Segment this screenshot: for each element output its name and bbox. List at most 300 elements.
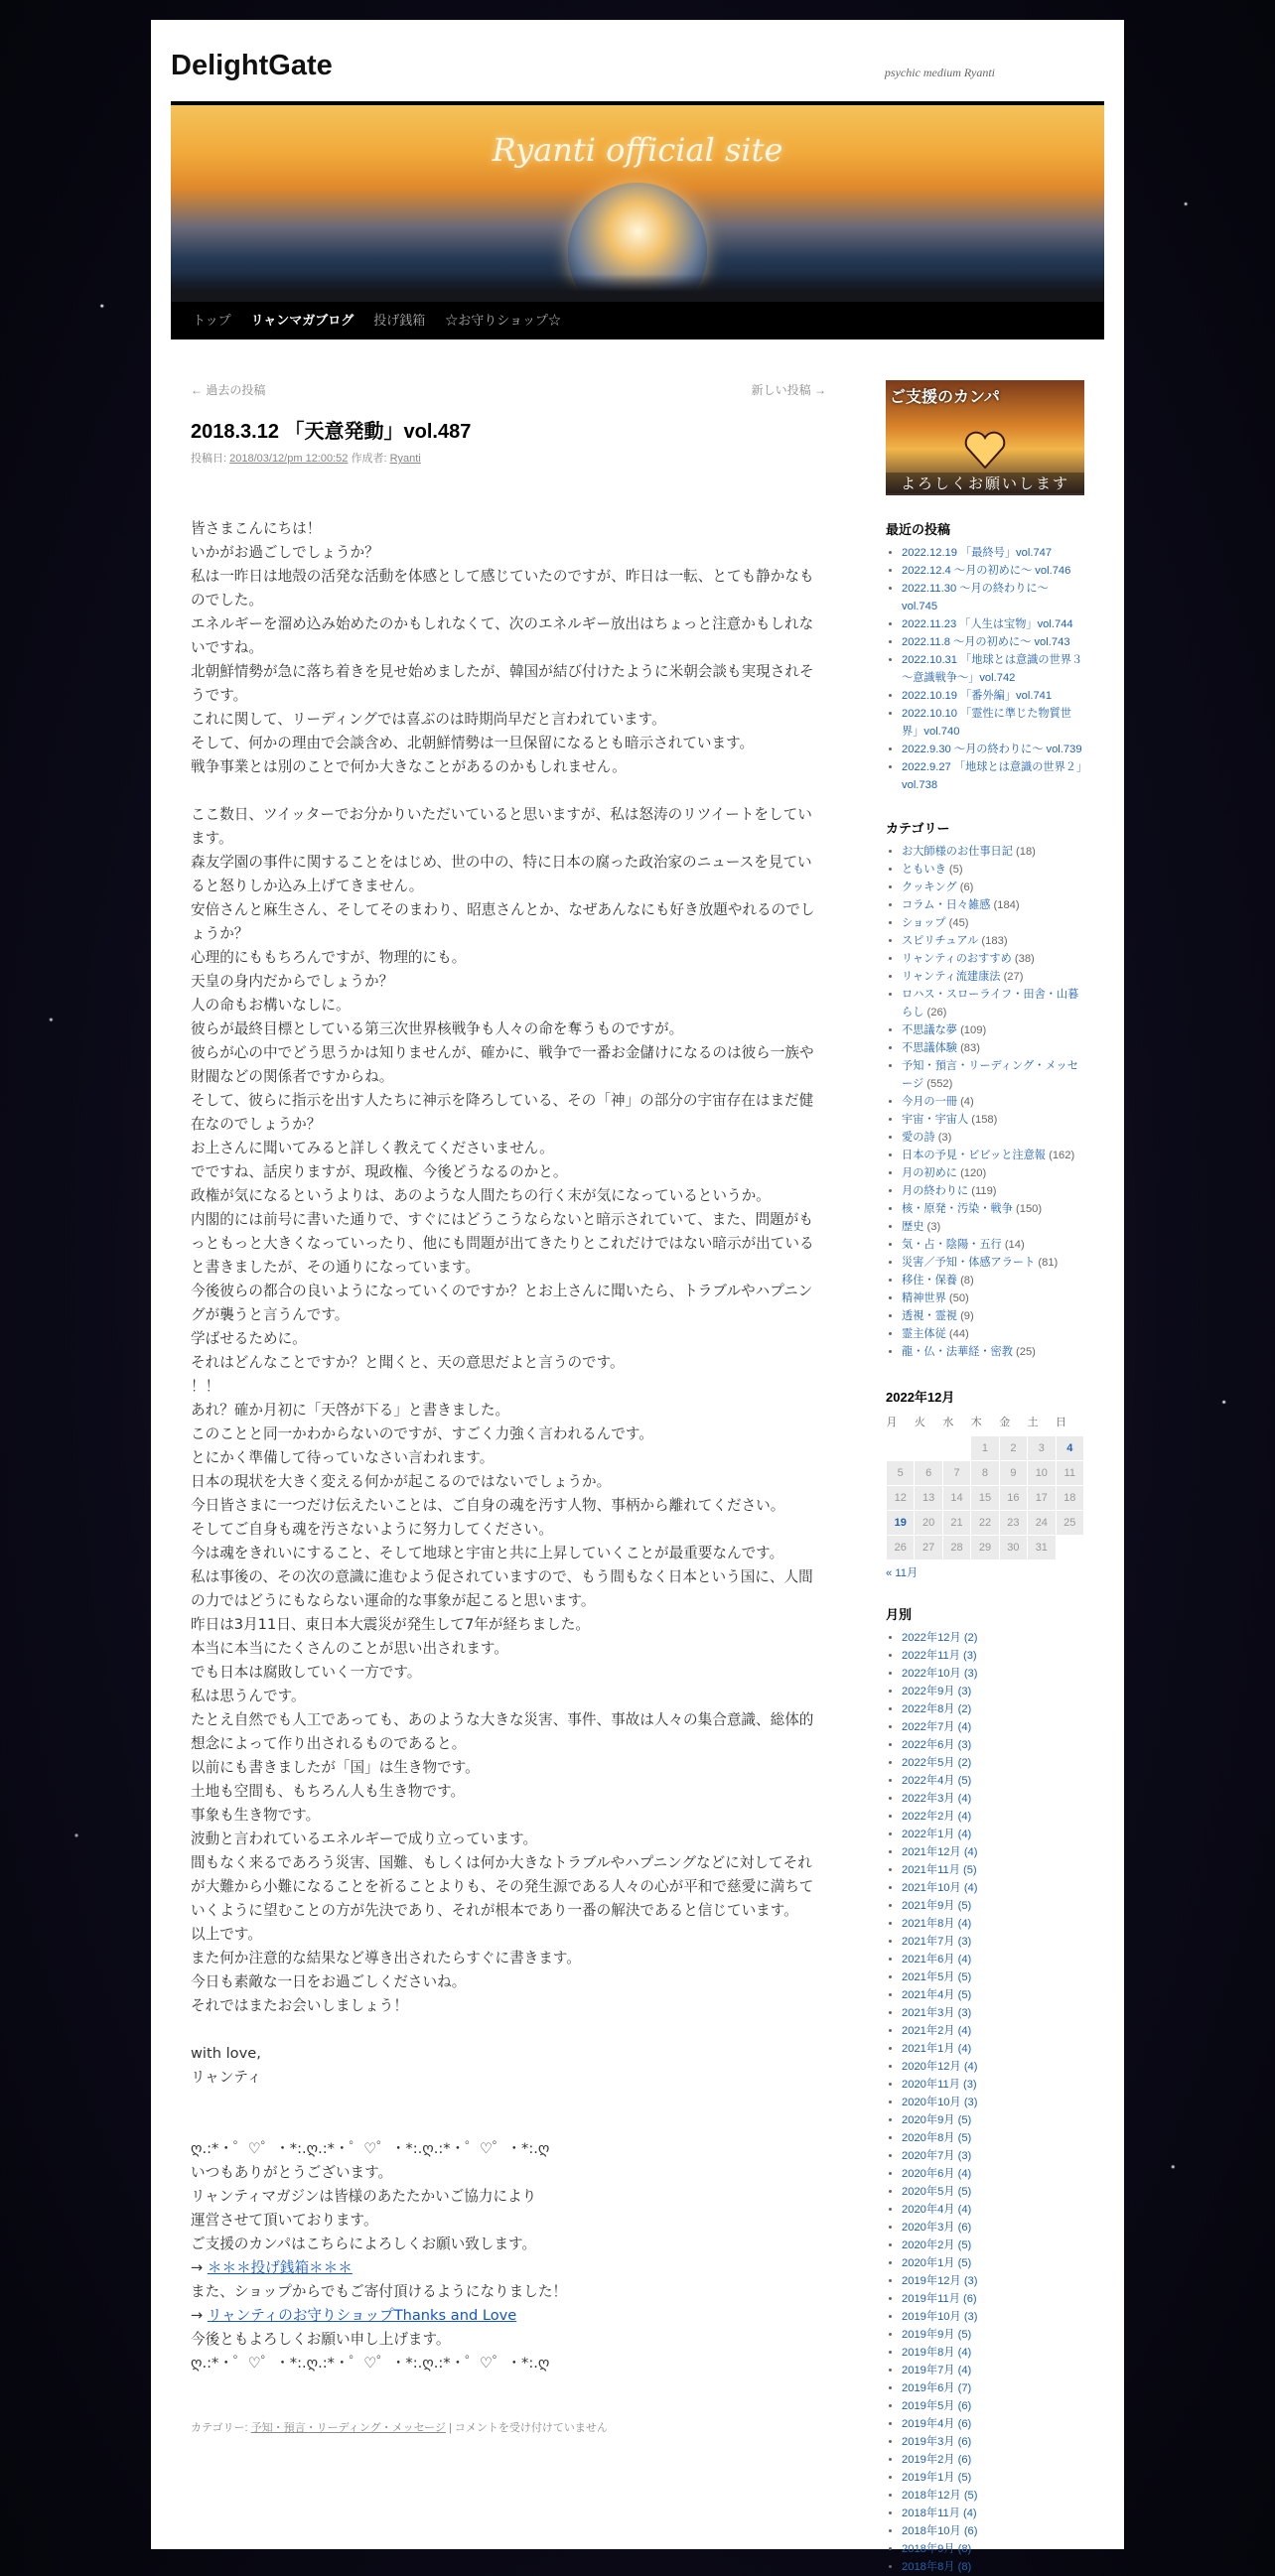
category-link[interactable]: 透視・霊視 (902, 1310, 957, 1322)
site-title[interactable]: DelightGate (171, 50, 333, 81)
calendar-day-link[interactable]: 4 (1056, 1436, 1083, 1461)
post-paragraph: 昨日は3月11日、東日本大震災が発生して7年が経ちました。 (191, 1616, 590, 1633)
recent-post-item (902, 580, 1084, 615)
paragraph-gap (191, 2018, 826, 2042)
archive-link[interactable]: 2021年8月 (4) (902, 1918, 972, 1930)
recent-posts-list (886, 544, 1084, 794)
category-item (902, 879, 1084, 896)
post-paragraph: 今後彼らの都合の良いようになっていくのですか？とお上さんに聞いたら、トラブルやハプニングが襲うと言うんです。 (191, 1283, 813, 1323)
archive-link[interactable]: 2020年3月 (6) (902, 2222, 972, 2234)
category-count: (44) (948, 1328, 969, 1340)
recent-post-link[interactable]: 2022.10.19 「番外編」vol.741 (902, 690, 1053, 702)
archive-item (902, 1951, 1084, 1968)
calendar-week (887, 1436, 1084, 1461)
archive-item (902, 2397, 1084, 2415)
archive-link[interactable]: 2022年12月 (2) (902, 1632, 978, 1644)
main-content (191, 377, 826, 2435)
calendar-weekday: 月 (886, 1417, 898, 1429)
calendar-weekday: 火 (914, 1417, 925, 1429)
next-post-link[interactable]: 新しい投稿 → (751, 383, 826, 397)
archive-item (902, 2558, 1084, 2576)
recent-post-item (902, 687, 1084, 705)
calendar-day: 2 (999, 1436, 1027, 1461)
category-link[interactable]: 月の初めに (902, 1167, 957, 1179)
archive-link[interactable]: 2019年8月 (4) (902, 2347, 972, 2359)
category-link[interactable]: 今月の一冊 (902, 1096, 957, 1108)
calendar-day (1056, 1536, 1083, 1560)
calendar-day-link[interactable]: 19 (887, 1511, 915, 1536)
post-paragraph: 私は思うんです。 (191, 1688, 306, 1704)
category-item (902, 932, 1084, 950)
category-link[interactable]: 予知・預言・リーディング・メッセージ (902, 1060, 1078, 1090)
calendar-week (887, 1511, 1084, 1536)
post-paragraph: ここ数日、ツイッターでお分かりいただいていると思いますが、私は怒涛のリツイートをしています。 (191, 806, 812, 847)
category-link[interactable]: ともいき (902, 864, 946, 876)
archive-item (902, 1861, 1084, 1879)
category-item (902, 1325, 1084, 1343)
recent-post-item (902, 651, 1084, 687)
category-item (902, 1236, 1084, 1254)
calendar-day: 21 (942, 1511, 970, 1536)
archive-item (902, 1808, 1084, 1826)
calendar-day: 18 (1056, 1486, 1083, 1511)
archive-item (902, 2451, 1084, 2469)
archive-item (902, 2094, 1084, 2111)
category-link[interactable]: 日本の予見・ビビッと注意報 (902, 1150, 1046, 1161)
archive-link[interactable]: 2022年9月 (3) (902, 1686, 972, 1697)
calendar-day (942, 1436, 970, 1461)
post-paragraph: それではまたお会いしましょう！ (191, 1997, 408, 2014)
post-paragraph: 彼らが最終目標としている第三次世界核戦争も人々の命を奪うものですが。 (191, 1020, 684, 1037)
archive-item (902, 2219, 1084, 2237)
calendar-day: 31 (1028, 1536, 1056, 1560)
calendar-prev-month-link[interactable]: « 11月 (886, 1567, 919, 1579)
banner-horizon (171, 274, 1104, 304)
post-paragraph: それはどんなことですか？と聞くと、天の意思だよと言うのです。 (191, 1354, 625, 1371)
archive-item (902, 1772, 1084, 1790)
banner-title: Ryanti official site (492, 131, 783, 169)
recent-post-item (902, 705, 1084, 741)
category-item (902, 1254, 1084, 1272)
calendar-day: 17 (1028, 1486, 1056, 1511)
post-paragraph: 彼らが心の中でどう思うかは知りませんが、確かに、戦争で一番お金儲けになるのは彼ら一族や財閥などの関係者ですからね。 (191, 1044, 814, 1085)
calendar-day: 29 (971, 1536, 999, 1560)
support-banner-title: ご支援のカンパ (890, 387, 1000, 406)
category-link[interactable]: スピリチュアル (902, 935, 979, 947)
main-menu (171, 302, 1104, 339)
archive-link[interactable]: 2021年10月 (4) (902, 1882, 978, 1894)
archive-link[interactable]: 2022年2月 (4) (902, 1811, 972, 1823)
menu-item-shop[interactable]: ☆お守りショップ☆ (445, 313, 562, 328)
link-prefix: → (191, 2259, 204, 2276)
archive-link[interactable]: 2019年9月 (5) (902, 2329, 972, 2341)
archive-item (902, 2487, 1084, 2505)
recent-posts-title: 最近の投稿 (886, 522, 951, 537)
calendar-day (915, 1436, 942, 1461)
calendar-day: 24 (1028, 1511, 1056, 1536)
archive-link[interactable]: 2020年9月 (5) (902, 2114, 972, 2126)
post-title: 2018.3.12 「天意発動」vol.487 (191, 421, 472, 443)
category-item (902, 1057, 1084, 1093)
archive-link[interactable]: 2018年11月 (4) (902, 2508, 977, 2519)
calendar-table (886, 1412, 1084, 1560)
recent-post-link[interactable]: 2022.10.31 「地球とは意識の世界３～意識戦争～」vol.742 (902, 654, 1083, 684)
post-paragraph: 間もなく来るであろう災害、国難、もしくは何か大きなトラブルやハプニングなどに対してそれが大難から小難になることを祈ることよりも、その発生源である人々の心が平和で慈愛に満ちていくように望むことの方が先決であり、それが根本であり一番の解決であると信じています。 (191, 1854, 814, 1919)
post-paragraph: 以上です。 (191, 1926, 262, 1943)
category-count: (18) (1016, 846, 1036, 858)
post-paragraph: リャンティマガジンは皆様のあたたかいご協力により (191, 2188, 537, 2205)
calendar-day: 22 (971, 1511, 999, 1536)
archive-link[interactable]: 2020年1月 (5) (902, 2257, 972, 2269)
category-item (902, 986, 1084, 1021)
post-paragraph: そして、何かの理由で会談含め、北朝鮮情勢は一旦保留になるとも暗示されています。 (191, 735, 755, 751)
recent-post-link[interactable]: 2022.12.4 ～月の初めに～ vol.746 (902, 565, 1071, 577)
post-paragraph: リャンティ (191, 2069, 262, 2086)
category-link[interactable]: 愛の詩 (902, 1132, 935, 1144)
category-link[interactable]: 霊主体従 (902, 1328, 946, 1340)
category-count: (45) (948, 917, 969, 929)
category-count: (184) (993, 899, 1020, 911)
donation-box-link[interactable]: ＊＊＊投げ銭箱＊＊＊ (207, 2259, 353, 2276)
archive-item (902, 2326, 1084, 2344)
archive-item (902, 2147, 1084, 2165)
category-item (902, 968, 1084, 986)
calendar-header-row (887, 1412, 1084, 1436)
archive-item (902, 1843, 1084, 1861)
calendar-weekday: 土 (1027, 1417, 1039, 1428)
archives-list (886, 1629, 1084, 2576)
post-paragraph: いかがお過ごしでしょうか？ (191, 544, 379, 561)
archive-link[interactable]: 2022年4月 (5) (902, 1775, 972, 1787)
archive-link[interactable]: 2022年6月 (3) (902, 1739, 972, 1751)
archive-item (902, 2254, 1084, 2272)
archive-item (902, 1683, 1084, 1700)
post-paragraph: お上さんに聞いてみると詳しく教えてくださいません。 (191, 1140, 554, 1156)
category-link[interactable]: 核・原発・汚染・戦争 (902, 1203, 1013, 1215)
archive-link[interactable]: 2021年7月 (3) (902, 1936, 972, 1948)
recent-post-link[interactable]: 2022.10.10 「霊性に準じた物質世界」vol.740 (902, 708, 1071, 738)
archive-link[interactable]: 2022年11月 (3) (902, 1650, 977, 1662)
archive-link[interactable]: 2021年4月 (5) (902, 1989, 972, 2001)
archive-link[interactable]: 2021年12月 (4) (902, 1846, 978, 1858)
archive-item (902, 2272, 1084, 2290)
header-banner[interactable] (171, 105, 1104, 302)
page-container (151, 20, 1124, 2573)
calendar-day: 8 (971, 1461, 999, 1486)
post-paragraph: 日本の現状を大きく変える何かが起こるのではないでしょうか。 (191, 1473, 612, 1490)
category-count: (3) (937, 1132, 952, 1144)
archive-link[interactable]: 2020年4月 (4) (902, 2204, 972, 2216)
category-count: (4) (960, 1096, 974, 1108)
post-paragraph: でも日本は腐敗していく一方です。 (191, 1664, 422, 1681)
post-paragraph: たとえ自然でも人工であっても、あのような大きな災害、事件、事故は人々の集合意識、総体的想念によって作り出されるものであると。 (191, 1711, 814, 1752)
post-paragraph: ！！ (191, 1378, 220, 1395)
calendar-day: 16 (999, 1486, 1027, 1511)
archive-link[interactable]: 2019年2月 (6) (902, 2454, 972, 2466)
post-paragraph: エネルギーを溜め込み始めたのかもしれなくて、次のエネルギー放出はちょっと注意かもしれないですね。 (191, 615, 814, 656)
post-footer-meta (191, 2419, 826, 2435)
archive-link[interactable]: 2018年10月 (6) (902, 2525, 978, 2537)
category-link[interactable]: 不思議体験 (902, 1042, 957, 1054)
post-paragraph: ღ.:*・゜♡゜・*:.ღ.:*・゜♡゜・*:.ღ.:*・゜♡゜・*:.ღ (191, 2140, 550, 2157)
archive-item (902, 2415, 1084, 2433)
archive-link[interactable]: 2019年3月 (6) (902, 2436, 972, 2448)
calendar-day: 20 (915, 1511, 942, 1536)
category-item (902, 1093, 1084, 1111)
archive-item (902, 1736, 1084, 1754)
archive-link[interactable]: 2019年6月 (7) (902, 2382, 972, 2394)
archives-widget (886, 1604, 1084, 2576)
archive-link[interactable]: 2019年12月 (3) (902, 2275, 978, 2287)
post-paragraph: 天皇の身内だからでしょうか？ (191, 973, 394, 990)
category-count: (552) (926, 1078, 953, 1090)
post-paragraph: 戦争事業とは別のことで何か大きなことがあるのかもしれません。 (191, 758, 627, 775)
menu-item-donation[interactable]: 投げ銭箱 (373, 313, 426, 328)
recent-post-link[interactable]: 2022.11.8 ～月の初めに～ vol.743 (902, 636, 1070, 648)
archive-item (902, 2183, 1084, 2201)
archive-link[interactable]: 2018年8月 (8) (902, 2561, 972, 2573)
calendar-day: 3 (1028, 1436, 1056, 1461)
archive-link[interactable]: 2019年5月 (6) (902, 2400, 972, 2412)
post-paragraph: 安倍さんと麻生さん、そしてそのまわり、昭恵さんとか、なぜあんなにも好き放題やれるのでしょうか？ (191, 901, 815, 942)
menu-item-blog[interactable]: リャンマガブログ (250, 313, 354, 328)
category-link[interactable]: クッキング (902, 881, 957, 893)
category-label: カテゴリー: (191, 2422, 248, 2434)
archive-item (902, 2040, 1084, 2058)
calendar-day: 27 (915, 1536, 942, 1560)
category-link[interactable]: リャンティ流建康法 (902, 971, 1001, 983)
category-link[interactable]: 移住・保養 (902, 1275, 957, 1287)
archive-item (902, 1665, 1084, 1683)
archive-link[interactable]: 2019年10月 (3) (902, 2311, 978, 2323)
calendar-week (887, 1461, 1084, 1486)
calendar-day: 12 (887, 1486, 915, 1511)
author-link[interactable]: Ryanti (389, 453, 421, 465)
recent-post-link[interactable]: 2022.11.30 ～月の終わりに～ vol.745 (902, 583, 1049, 612)
post-paragraph: また何か注意的な結果など導き出されたらすぐに書きます。 (191, 1950, 581, 1966)
archive-link[interactable]: 2020年2月 (5) (902, 2239, 972, 2251)
category-link[interactable]: ロハス・スローライフ・田舎・山暮らし (902, 989, 1079, 1018)
post-paragraph: 北朝鮮情勢が急に落ち着きを見せ始めましたが、韓国が結び付けたように米朝会談も実現されそうです。 (191, 663, 814, 704)
archive-link[interactable]: 2018年9月 (8) (902, 2543, 972, 2555)
archive-link[interactable]: 2019年11月 (6) (902, 2293, 977, 2305)
archive-link[interactable]: 2020年12月 (4) (902, 2061, 978, 2073)
archive-link[interactable]: 2022年5月 (2) (902, 1757, 972, 1769)
support-donation-banner[interactable] (886, 380, 1084, 495)
archive-item (902, 1647, 1084, 1665)
recent-post-item (902, 758, 1084, 794)
post-paragraph: 以前にも書きましたが「国」は生き物です。 (191, 1759, 480, 1776)
recent-post-link[interactable]: 2022.12.19 「最終号」vol.747 (902, 547, 1053, 559)
archive-link[interactable]: 2018年12月 (5) (902, 2490, 978, 2502)
amulet-shop-link[interactable]: リャンティのお守りショップThanks and Love (207, 2307, 517, 2324)
categories-list (886, 843, 1084, 1361)
archive-link[interactable]: 2021年3月 (3) (902, 2007, 972, 2019)
archive-link[interactable]: 2020年7月 (3) (902, 2150, 972, 2162)
category-link[interactable]: 予知・預言・リーディング・メッセージ (250, 2422, 446, 2434)
calendar-body (887, 1436, 1084, 1560)
archive-item (902, 2076, 1084, 2094)
archive-link[interactable]: 2020年8月 (5) (902, 2132, 972, 2144)
archive-item (902, 1915, 1084, 1933)
category-item (902, 1307, 1084, 1325)
comments-closed-text: コメントを受け付けていません (454, 2422, 608, 2434)
category-count: (81) (1038, 1257, 1059, 1269)
post-paragraph: また、ショップからでもご寄付頂けるようになりました！ (191, 2283, 568, 2300)
archive-item (902, 2290, 1084, 2308)
category-count: (3) (926, 1221, 941, 1233)
archive-item (902, 2058, 1084, 2076)
recent-post-link[interactable]: 2022.9.27 「地球とは意識の世界２」vol.738 (902, 761, 1082, 791)
calendar-weekday: 日 (1056, 1417, 1067, 1428)
archive-item (902, 2129, 1084, 2147)
recent-post-link[interactable]: 2022.9.30 ～月の終わりに～ vol.739 (902, 744, 1082, 755)
category-count: (109) (960, 1024, 987, 1036)
category-link[interactable]: リャンティのおすすめ (902, 953, 1012, 965)
category-link[interactable]: 月の終わりに (902, 1185, 969, 1197)
category-count: (8) (960, 1275, 974, 1287)
category-link[interactable]: 不思議な夢 (902, 1024, 957, 1036)
archive-link[interactable]: 2022年1月 (4) (902, 1829, 972, 1840)
archive-link[interactable]: 2021年9月 (5) (902, 1900, 972, 1912)
calendar-day: 1 (971, 1436, 999, 1461)
category-item (902, 1039, 1084, 1057)
calendar-weekday: 木 (970, 1417, 982, 1428)
calendar-day (887, 1436, 915, 1461)
archive-link[interactable]: 2020年5月 (5) (902, 2186, 972, 2198)
category-item (902, 950, 1084, 968)
archive-link[interactable]: 2020年11月 (3) (902, 2079, 977, 2091)
archive-item (902, 1790, 1084, 1808)
recent-post-item (902, 562, 1084, 580)
category-link[interactable]: 気・占・陰陽・五行 (902, 1239, 1002, 1251)
archive-link[interactable]: 2021年5月 (5) (902, 1971, 972, 1983)
archive-link[interactable]: 2020年6月 (4) (902, 2168, 972, 2180)
category-item (902, 1129, 1084, 1147)
archive-item (902, 2505, 1084, 2522)
calendar-widget (886, 1387, 1084, 1580)
category-count: (27) (1003, 971, 1024, 983)
category-count: (9) (960, 1310, 974, 1322)
archive-item (902, 1754, 1084, 1772)
post-paragraph: 私は事後の、その次の意識に進むよう促されていますので、もう間もなく日本という国に、人間の力ではどうにもならない運命的な事象が起こると思います。 (191, 1568, 813, 1609)
post-paragraph: 私は一昨日は地殻の活発な活動を体感として感じていたのですが、昨日は一転、とても静かなものでした。 (191, 568, 814, 609)
calendar-day: 13 (915, 1486, 942, 1511)
calendar-day: 9 (999, 1461, 1027, 1486)
recent-post-link[interactable]: 2022.11.23 「人生は宝物」vol.744 (902, 618, 1073, 630)
post-paragraph: 事象も生き物です。 (191, 1807, 321, 1824)
archive-link[interactable]: 2022年7月 (4) (902, 1721, 972, 1733)
post-paragraph: 人の命もお構いなしに。 (191, 997, 351, 1014)
calendar-day: 15 (971, 1486, 999, 1511)
archives-title: 月別 (886, 1607, 913, 1622)
post-navigation (191, 377, 826, 397)
category-item (902, 1289, 1084, 1307)
post-paragraph: 森友学園の事件に関することをはじめ、世の中の、特に日本の腐った政治家のニュースを見ていると怒りしか込み上げてきません。 (191, 854, 812, 894)
menu-item-top[interactable]: トップ (193, 313, 231, 328)
category-link[interactable]: ショップ (902, 917, 946, 929)
post-date-link[interactable]: 2018/03/12/pm 12:00:52 (229, 453, 349, 465)
archive-item (902, 2111, 1084, 2129)
category-link[interactable]: 龍・仏・法華経・密教 (902, 1346, 1013, 1358)
category-count: (38) (1014, 953, 1035, 965)
post-paragraph: あれ？確か月初に「天啓が下る」と書きました。 (191, 1402, 510, 1419)
recent-post-item (902, 633, 1084, 651)
category-item (902, 1164, 1084, 1182)
post-paragraph: 今日皆さまに一つだけ伝えたいことは、ご自身の魂を汚す人物、事柄から離れてください。 (191, 1497, 785, 1514)
posted-label: 投稿日: (191, 453, 227, 465)
archive-link[interactable]: 2022年10月 (3) (902, 1668, 978, 1680)
archive-link[interactable]: 2019年4月 (6) (902, 2418, 972, 2430)
category-count: (119) (971, 1185, 997, 1197)
category-link[interactable]: 精神世界 (902, 1292, 946, 1304)
category-count: (6) (959, 881, 974, 893)
category-link[interactable]: コラム・日々雑感 (902, 899, 991, 911)
archive-link[interactable]: 2019年7月 (4) (902, 2365, 972, 2376)
category-link[interactable]: お大師様のお仕事日記 (902, 846, 1013, 858)
category-link[interactable]: 災害／予知・体感アラート (902, 1257, 1036, 1269)
post-paragraph: 心理的にももちろんですが、物理的にも。 (191, 949, 467, 966)
post-paragraph: とにかく準備して待っていなさい言われます。 (191, 1449, 495, 1466)
calendar-week (887, 1486, 1084, 1511)
previous-post-link[interactable]: ← 過去の投稿 (191, 383, 266, 397)
archive-link[interactable]: 2022年8月 (2) (902, 1703, 972, 1715)
category-item (902, 1021, 1084, 1039)
categories-widget (886, 818, 1084, 1361)
archive-link[interactable]: 2021年6月 (4) (902, 1954, 972, 1966)
category-link[interactable]: 歴史 (902, 1221, 924, 1233)
category-link[interactable]: 宇宙・宇宙人 (902, 1114, 969, 1126)
post-body (191, 517, 826, 2375)
archive-item (902, 1968, 1084, 1986)
post-paragraph: 政権が気になるというよりは、あのような人間たちの行く末が気になっているというか。 (191, 1187, 771, 1204)
category-count: (25) (1016, 1346, 1036, 1358)
archive-link[interactable]: 2022年3月 (4) (902, 1793, 972, 1805)
category-item (902, 1111, 1084, 1129)
category-count: (14) (1004, 1239, 1025, 1251)
post-paragraph: 運営させて頂いております。 (191, 2212, 378, 2229)
archive-item (902, 2004, 1084, 2022)
archive-item (902, 1826, 1084, 1843)
archive-link[interactable]: 2021年2月 (4) (902, 2025, 972, 2037)
shop-link-line (191, 2304, 826, 2328)
category-item (902, 861, 1084, 879)
donation-link-line (191, 2256, 826, 2280)
archive-item (902, 2022, 1084, 2040)
archive-link[interactable]: 2021年1月 (4) (902, 2043, 972, 2055)
post-paragraph: 皆さまこんにちは！ (191, 520, 322, 537)
archive-item (902, 2522, 1084, 2540)
archive-item (902, 1897, 1084, 1915)
category-count: (120) (960, 1167, 987, 1179)
archive-item (902, 2433, 1084, 2451)
calendar-day: 28 (942, 1536, 970, 1560)
post-paragraph: そしてご自身も魂を汚さないように努力してください。 (191, 1521, 553, 1538)
archive-link[interactable]: 2020年10月 (3) (902, 2097, 978, 2108)
post-paragraph: これに関して、リーディングでは喜ぶのは時期尚早だと言われています。 (191, 711, 666, 728)
post-paragraph: 土地も空間も、もちろん人も生き物です。 (191, 1783, 466, 1800)
post-paragraph: 学ばせるために。 (191, 1330, 307, 1347)
calendar-weekday: 水 (942, 1417, 954, 1429)
category-item (902, 1200, 1084, 1218)
archive-link[interactable]: 2021年11月 (5) (902, 1864, 977, 1876)
post-paragraph: with love, (191, 2045, 261, 2062)
post-paragraph: 今後ともよろしくお願い申し上げます。 (191, 2331, 451, 2348)
calendar-day: 25 (1056, 1511, 1083, 1536)
post-paragraph: ご支援のカンパはこちらによろしくお願い致します。 (191, 2236, 537, 2252)
category-count: (183) (981, 935, 1008, 947)
archive-link[interactable]: 2019年1月 (5) (902, 2472, 972, 2484)
